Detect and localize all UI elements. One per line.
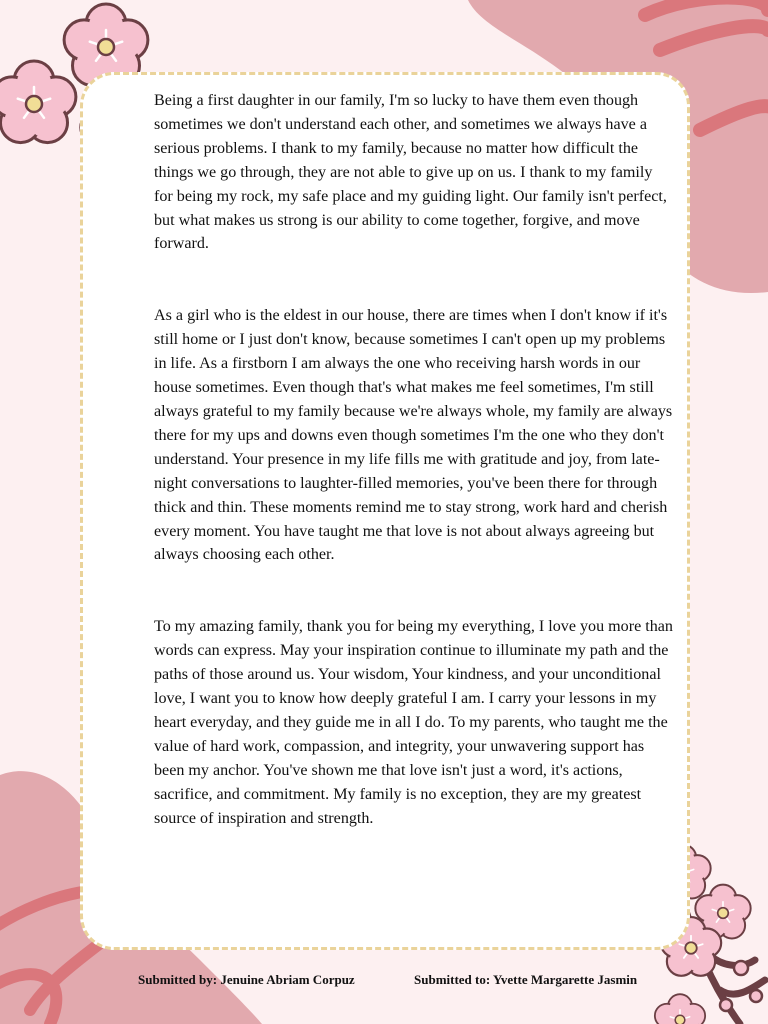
cherry-blossom-icon [0, 61, 76, 143]
submitted-to: Submitted to: Yvette Margarette Jasmin [414, 972, 638, 987]
letter-body [154, 89, 674, 830]
letter-paragraph-2: As a girl who is the eldest in our house, there are times when I don't know if it's still home or I just don't know, because sometimes I can't open up my problems in life. As a firstborn I am always the one who receiving harsh words in our house sometimes. Even though that's what makes me feel sometimes, I'm still always grateful to my family because we're always whole, my family are always there for my ups and downs even though sometimes I'm the one who they don't understand. Your presence in my life fills me with gratitude and joy, from late-night conversations to laughter-filled memories, you've been there for through thick and thin. These moments remind me to stay strong, work hard and cherish every moment. You have taught me that love is not about always agreeing but always choosing each other. [154, 307, 673, 564]
letter-paragraph-3: To my amazing family, thank you for being my everything, I love you more than words can express. May your inspiration continue to illuminate my path and the paths of those around us. Your wisdom, Your kindness, and your unconditional love, I want you to know how deeply grateful I am. I carry your lessons in my heart everyday, and they guide me in all I do. To my parents, who taught me the value of hard work, compassion, and integrity, your unwavering support has been my anchor. You've shown me that love isn't just a word, it's actions, sacrifice, and commitment. My family is no exception, they are my greatest source of inspiration and strength. [154, 618, 673, 827]
submitted-by: Submitted by: Jenuine Abriam Corpuz [138, 972, 355, 987]
letter-paragraph-1: Being a first daughter in our family, I'm so lucky to have them even though sometimes we don't understand each other, and sometimes we always have a serious problems. I thank to my family, because no matter how difficult the things we go through, they are not able to give up on us. I thank to my family for being my rock, my safe place and my guiding light. Our family isn't perfect, but what makes us strong is our ability to come together, forgive, and move forward. [154, 92, 667, 253]
